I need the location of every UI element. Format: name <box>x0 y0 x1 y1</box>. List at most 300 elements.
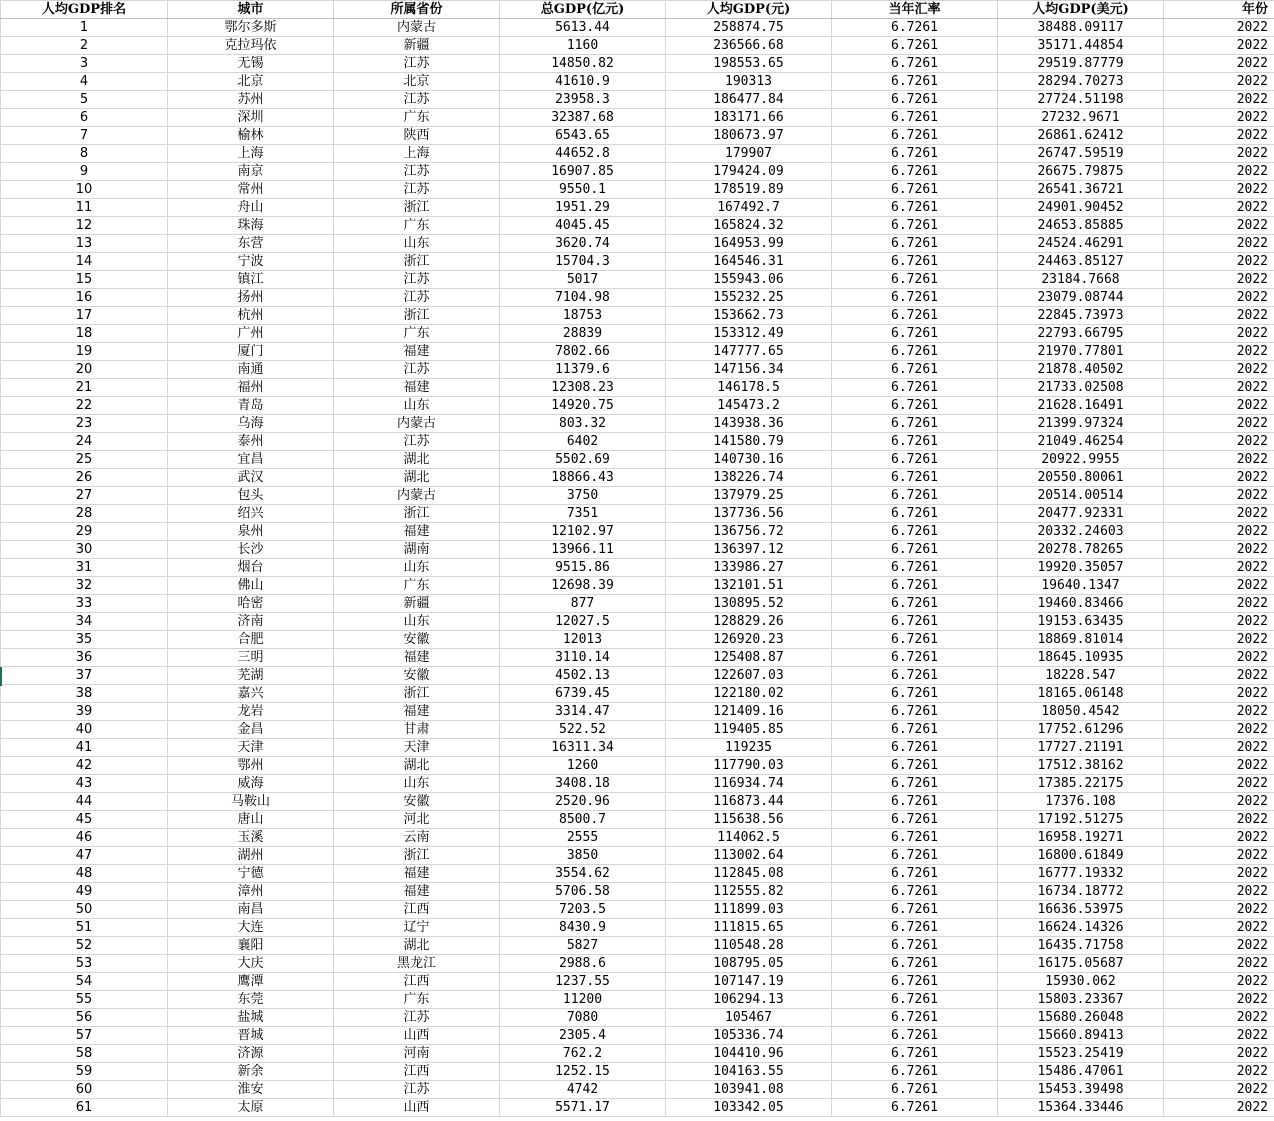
cell-city[interactable]: 舟山 <box>168 199 334 217</box>
cell-gdp-per-capita-usd[interactable]: 16734.18772 <box>998 883 1164 901</box>
cell-total-gdp[interactable]: 11200 <box>500 991 666 1009</box>
cell-total-gdp[interactable]: 3314.47 <box>500 703 666 721</box>
cell-province[interactable]: 浙江 <box>334 685 500 703</box>
cell-exchange-rate[interactable]: 6.7261 <box>832 577 998 595</box>
cell-province[interactable]: 浙江 <box>334 505 500 523</box>
cell-total-gdp[interactable]: 2305.4 <box>500 1027 666 1045</box>
cell-city[interactable]: 马鞍山 <box>168 793 334 811</box>
cell-city[interactable]: 大庆 <box>168 955 334 973</box>
cell-province[interactable]: 江西 <box>334 901 500 919</box>
cell-gdp-per-capita-usd[interactable]: 15523.25419 <box>998 1045 1164 1063</box>
cell-city[interactable]: 深圳 <box>168 109 334 127</box>
cell-total-gdp[interactable]: 7351 <box>500 505 666 523</box>
cell-gdp-per-capita-cny[interactable]: 121409.16 <box>666 703 832 721</box>
cell-gdp-per-capita-cny[interactable]: 112845.08 <box>666 865 832 883</box>
cell-gdp-per-capita-cny[interactable]: 179424.09 <box>666 163 832 181</box>
cell-province[interactable]: 广东 <box>334 577 500 595</box>
cell-exchange-rate[interactable]: 6.7261 <box>832 37 998 55</box>
cell-total-gdp[interactable]: 877 <box>500 595 666 613</box>
cell-exchange-rate[interactable]: 6.7261 <box>832 703 998 721</box>
cell-gdp-per-capita-cny[interactable]: 179907 <box>666 145 832 163</box>
cell-year[interactable]: 2022 <box>1164 307 1274 325</box>
cell-gdp-per-capita-usd[interactable]: 26861.62412 <box>998 127 1164 145</box>
cell-exchange-rate[interactable]: 6.7261 <box>832 757 998 775</box>
cell-total-gdp[interactable]: 28839 <box>500 325 666 343</box>
cell-total-gdp[interactable]: 44652.8 <box>500 145 666 163</box>
column-header-province[interactable]: 所属省份 <box>334 1 500 19</box>
cell-year[interactable]: 2022 <box>1164 379 1274 397</box>
cell-province[interactable]: 安徽 <box>334 793 500 811</box>
cell-gdp-per-capita-cny[interactable]: 236566.68 <box>666 37 832 55</box>
cell-gdp-per-capita-cny[interactable]: 116873.44 <box>666 793 832 811</box>
cell-rank[interactable]: 45 <box>1 811 168 829</box>
cell-year[interactable]: 2022 <box>1164 199 1274 217</box>
cell-year[interactable]: 2022 <box>1164 595 1274 613</box>
cell-province[interactable]: 江西 <box>334 1063 500 1081</box>
cell-exchange-rate[interactable]: 6.7261 <box>832 1099 998 1117</box>
cell-exchange-rate[interactable]: 6.7261 <box>832 847 998 865</box>
cell-city[interactable]: 上海 <box>168 145 334 163</box>
cell-gdp-per-capita-usd[interactable]: 24463.85127 <box>998 253 1164 271</box>
cell-gdp-per-capita-cny[interactable]: 112555.82 <box>666 883 832 901</box>
cell-exchange-rate[interactable]: 6.7261 <box>832 181 998 199</box>
cell-city[interactable]: 乌海 <box>168 415 334 433</box>
cell-year[interactable]: 2022 <box>1164 235 1274 253</box>
cell-gdp-per-capita-cny[interactable]: 140730.16 <box>666 451 832 469</box>
cell-city[interactable]: 大连 <box>168 919 334 937</box>
cell-province[interactable]: 陕西 <box>334 127 500 145</box>
cell-year[interactable]: 2022 <box>1164 559 1274 577</box>
cell-gdp-per-capita-cny[interactable]: 183171.66 <box>666 109 832 127</box>
cell-province[interactable]: 江苏 <box>334 181 500 199</box>
cell-province[interactable]: 浙江 <box>334 307 500 325</box>
cell-rank[interactable]: 24 <box>1 433 168 451</box>
cell-city[interactable]: 淮安 <box>168 1081 334 1099</box>
cell-province[interactable]: 江苏 <box>334 55 500 73</box>
cell-total-gdp[interactable]: 522.52 <box>500 721 666 739</box>
cell-total-gdp[interactable]: 5613.44 <box>500 19 666 37</box>
cell-city[interactable]: 东莞 <box>168 991 334 1009</box>
cell-exchange-rate[interactable]: 6.7261 <box>832 19 998 37</box>
cell-total-gdp[interactable]: 1252.15 <box>500 1063 666 1081</box>
cell-city[interactable]: 佛山 <box>168 577 334 595</box>
cell-city[interactable]: 常州 <box>168 181 334 199</box>
cell-province[interactable]: 内蒙古 <box>334 415 500 433</box>
cell-exchange-rate[interactable]: 6.7261 <box>832 217 998 235</box>
cell-year[interactable]: 2022 <box>1164 775 1274 793</box>
cell-exchange-rate[interactable]: 6.7261 <box>832 739 998 757</box>
cell-gdp-per-capita-cny[interactable]: 103342.05 <box>666 1099 832 1117</box>
cell-gdp-per-capita-cny[interactable]: 167492.7 <box>666 199 832 217</box>
column-header-total-gdp[interactable]: 总GDP(亿元) <box>500 1 666 19</box>
cell-year[interactable]: 2022 <box>1164 811 1274 829</box>
cell-city[interactable]: 长沙 <box>168 541 334 559</box>
cell-province[interactable]: 福建 <box>334 343 500 361</box>
cell-exchange-rate[interactable]: 6.7261 <box>832 793 998 811</box>
cell-rank[interactable]: 40 <box>1 721 168 739</box>
cell-year[interactable]: 2022 <box>1164 829 1274 847</box>
cell-city[interactable]: 合肥 <box>168 631 334 649</box>
cell-city[interactable]: 镇江 <box>168 271 334 289</box>
cell-rank[interactable]: 11 <box>1 199 168 217</box>
cell-city[interactable]: 济南 <box>168 613 334 631</box>
cell-total-gdp[interactable]: 8430.9 <box>500 919 666 937</box>
cell-province[interactable]: 上海 <box>334 145 500 163</box>
cell-gdp-per-capita-usd[interactable]: 16175.05687 <box>998 955 1164 973</box>
cell-province[interactable]: 云南 <box>334 829 500 847</box>
cell-year[interactable]: 2022 <box>1164 649 1274 667</box>
cell-rank[interactable]: 61 <box>1 1099 168 1117</box>
cell-gdp-per-capita-usd[interactable]: 16624.14326 <box>998 919 1164 937</box>
cell-gdp-per-capita-usd[interactable]: 23184.7668 <box>998 271 1164 289</box>
cell-exchange-rate[interactable]: 6.7261 <box>832 1027 998 1045</box>
cell-total-gdp[interactable]: 2555 <box>500 829 666 847</box>
cell-year[interactable]: 2022 <box>1164 991 1274 1009</box>
cell-exchange-rate[interactable]: 6.7261 <box>832 451 998 469</box>
cell-rank[interactable]: 13 <box>1 235 168 253</box>
cell-province[interactable]: 山东 <box>334 775 500 793</box>
cell-year[interactable]: 2022 <box>1164 73 1274 91</box>
cell-province[interactable]: 安徽 <box>334 631 500 649</box>
cell-rank[interactable]: 33 <box>1 595 168 613</box>
cell-exchange-rate[interactable]: 6.7261 <box>832 307 998 325</box>
cell-gdp-per-capita-cny[interactable]: 122180.02 <box>666 685 832 703</box>
cell-total-gdp[interactable]: 2520.96 <box>500 793 666 811</box>
cell-rank[interactable]: 55 <box>1 991 168 1009</box>
cell-gdp-per-capita-usd[interactable]: 35171.44854 <box>998 37 1164 55</box>
cell-province[interactable]: 福建 <box>334 523 500 541</box>
cell-gdp-per-capita-cny[interactable]: 145473.2 <box>666 397 832 415</box>
cell-rank[interactable]: 39 <box>1 703 168 721</box>
cell-city[interactable]: 湖州 <box>168 847 334 865</box>
cell-gdp-per-capita-usd[interactable]: 20550.80061 <box>998 469 1164 487</box>
cell-total-gdp[interactable]: 32387.68 <box>500 109 666 127</box>
cell-gdp-per-capita-usd[interactable]: 20278.78265 <box>998 541 1164 559</box>
cell-year[interactable]: 2022 <box>1164 721 1274 739</box>
cell-total-gdp[interactable]: 13966.11 <box>500 541 666 559</box>
cell-rank[interactable]: 22 <box>1 397 168 415</box>
cell-year[interactable]: 2022 <box>1164 1081 1274 1099</box>
cell-rank[interactable]: 9 <box>1 163 168 181</box>
cell-city[interactable]: 宁波 <box>168 253 334 271</box>
cell-year[interactable]: 2022 <box>1164 667 1274 685</box>
cell-exchange-rate[interactable]: 6.7261 <box>832 235 998 253</box>
cell-city[interactable]: 泉州 <box>168 523 334 541</box>
cell-province[interactable]: 湖北 <box>334 451 500 469</box>
cell-total-gdp[interactable]: 12013 <box>500 631 666 649</box>
cell-gdp-per-capita-usd[interactable]: 20477.92331 <box>998 505 1164 523</box>
cell-total-gdp[interactable]: 1260 <box>500 757 666 775</box>
cell-rank[interactable]: 43 <box>1 775 168 793</box>
cell-province[interactable]: 河南 <box>334 1045 500 1063</box>
cell-gdp-per-capita-cny[interactable]: 108795.05 <box>666 955 832 973</box>
cell-gdp-per-capita-cny[interactable]: 180673.97 <box>666 127 832 145</box>
cell-gdp-per-capita-usd[interactable]: 20514.00514 <box>998 487 1164 505</box>
cell-total-gdp[interactable]: 4045.45 <box>500 217 666 235</box>
cell-exchange-rate[interactable]: 6.7261 <box>832 109 998 127</box>
cell-total-gdp[interactable]: 4742 <box>500 1081 666 1099</box>
cell-year[interactable]: 2022 <box>1164 109 1274 127</box>
cell-exchange-rate[interactable]: 6.7261 <box>832 613 998 631</box>
cell-total-gdp[interactable]: 6739.45 <box>500 685 666 703</box>
cell-exchange-rate[interactable]: 6.7261 <box>832 991 998 1009</box>
cell-exchange-rate[interactable]: 6.7261 <box>832 1009 998 1027</box>
cell-gdp-per-capita-cny[interactable]: 153312.49 <box>666 325 832 343</box>
cell-year[interactable]: 2022 <box>1164 955 1274 973</box>
cell-exchange-rate[interactable]: 6.7261 <box>832 361 998 379</box>
cell-province[interactable]: 福建 <box>334 379 500 397</box>
cell-year[interactable]: 2022 <box>1164 1027 1274 1045</box>
cell-year[interactable]: 2022 <box>1164 451 1274 469</box>
cell-gdp-per-capita-cny[interactable]: 111899.03 <box>666 901 832 919</box>
cell-gdp-per-capita-usd[interactable]: 16777.19332 <box>998 865 1164 883</box>
cell-total-gdp[interactable]: 1237.55 <box>500 973 666 991</box>
cell-province[interactable]: 福建 <box>334 703 500 721</box>
cell-exchange-rate[interactable]: 6.7261 <box>832 505 998 523</box>
cell-year[interactable]: 2022 <box>1164 613 1274 631</box>
cell-rank[interactable]: 49 <box>1 883 168 901</box>
cell-exchange-rate[interactable]: 6.7261 <box>832 721 998 739</box>
cell-province[interactable]: 福建 <box>334 883 500 901</box>
cell-total-gdp[interactable]: 803.32 <box>500 415 666 433</box>
cell-exchange-rate[interactable]: 6.7261 <box>832 937 998 955</box>
cell-rank[interactable]: 41 <box>1 739 168 757</box>
cell-rank[interactable]: 34 <box>1 613 168 631</box>
cell-total-gdp[interactable]: 4502.13 <box>500 667 666 685</box>
cell-province[interactable]: 江西 <box>334 973 500 991</box>
cell-total-gdp[interactable]: 9550.1 <box>500 181 666 199</box>
cell-exchange-rate[interactable]: 6.7261 <box>832 1045 998 1063</box>
cell-gdp-per-capita-usd[interactable]: 18228.547 <box>998 667 1164 685</box>
cell-year[interactable]: 2022 <box>1164 577 1274 595</box>
cell-exchange-rate[interactable]: 6.7261 <box>832 973 998 991</box>
cell-province[interactable]: 辽宁 <box>334 919 500 937</box>
cell-exchange-rate[interactable]: 6.7261 <box>832 91 998 109</box>
cell-total-gdp[interactable]: 7080 <box>500 1009 666 1027</box>
cell-province[interactable]: 广东 <box>334 991 500 1009</box>
cell-city[interactable]: 苏州 <box>168 91 334 109</box>
cell-gdp-per-capita-usd[interactable]: 15453.39498 <box>998 1081 1164 1099</box>
cell-total-gdp[interactable]: 5502.69 <box>500 451 666 469</box>
cell-gdp-per-capita-usd[interactable]: 26541.36721 <box>998 181 1164 199</box>
cell-rank[interactable]: 14 <box>1 253 168 271</box>
cell-city[interactable]: 包头 <box>168 487 334 505</box>
cell-exchange-rate[interactable]: 6.7261 <box>832 127 998 145</box>
cell-total-gdp[interactable]: 7104.98 <box>500 289 666 307</box>
cell-exchange-rate[interactable]: 6.7261 <box>832 379 998 397</box>
cell-total-gdp[interactable]: 16907.85 <box>500 163 666 181</box>
cell-city[interactable]: 哈密 <box>168 595 334 613</box>
cell-exchange-rate[interactable]: 6.7261 <box>832 955 998 973</box>
cell-gdp-per-capita-usd[interactable]: 24901.90452 <box>998 199 1164 217</box>
cell-province[interactable]: 新疆 <box>334 37 500 55</box>
cell-gdp-per-capita-usd[interactable]: 21970.77801 <box>998 343 1164 361</box>
cell-city[interactable]: 芜湖 <box>168 667 334 685</box>
cell-year[interactable]: 2022 <box>1164 793 1274 811</box>
cell-exchange-rate[interactable]: 6.7261 <box>832 469 998 487</box>
cell-gdp-per-capita-cny[interactable]: 126920.23 <box>666 631 832 649</box>
cell-rank[interactable]: 17 <box>1 307 168 325</box>
cell-year[interactable]: 2022 <box>1164 703 1274 721</box>
cell-gdp-per-capita-usd[interactable]: 23079.08744 <box>998 289 1164 307</box>
cell-total-gdp[interactable]: 6402 <box>500 433 666 451</box>
cell-total-gdp[interactable]: 762.2 <box>500 1045 666 1063</box>
cell-gdp-per-capita-usd[interactable]: 22845.73973 <box>998 307 1164 325</box>
cell-city[interactable]: 天津 <box>168 739 334 757</box>
cell-city[interactable]: 宁德 <box>168 865 334 883</box>
cell-gdp-per-capita-cny[interactable]: 141580.79 <box>666 433 832 451</box>
cell-rank[interactable]: 52 <box>1 937 168 955</box>
cell-year[interactable]: 2022 <box>1164 1009 1274 1027</box>
cell-gdp-per-capita-cny[interactable]: 164546.31 <box>666 253 832 271</box>
cell-gdp-per-capita-cny[interactable]: 164953.99 <box>666 235 832 253</box>
cell-gdp-per-capita-cny[interactable]: 155943.06 <box>666 271 832 289</box>
cell-gdp-per-capita-usd[interactable]: 19153.63435 <box>998 613 1164 631</box>
cell-gdp-per-capita-cny[interactable]: 137736.56 <box>666 505 832 523</box>
cell-gdp-per-capita-usd[interactable]: 15803.23367 <box>998 991 1164 1009</box>
cell-province[interactable]: 江苏 <box>334 91 500 109</box>
cell-exchange-rate[interactable]: 6.7261 <box>832 811 998 829</box>
cell-rank[interactable]: 60 <box>1 1081 168 1099</box>
cell-gdp-per-capita-cny[interactable]: 137979.25 <box>666 487 832 505</box>
cell-rank[interactable]: 8 <box>1 145 168 163</box>
cell-rank[interactable]: 23 <box>1 415 168 433</box>
cell-city[interactable]: 盐城 <box>168 1009 334 1027</box>
cell-total-gdp[interactable]: 6543.65 <box>500 127 666 145</box>
cell-province[interactable]: 山西 <box>334 1027 500 1045</box>
cell-exchange-rate[interactable]: 6.7261 <box>832 73 998 91</box>
cell-gdp-per-capita-usd[interactable]: 18645.10935 <box>998 649 1164 667</box>
cell-year[interactable]: 2022 <box>1164 505 1274 523</box>
cell-gdp-per-capita-cny[interactable]: 107147.19 <box>666 973 832 991</box>
cell-rank[interactable]: 20 <box>1 361 168 379</box>
cell-gdp-per-capita-cny[interactable]: 147156.34 <box>666 361 832 379</box>
cell-city[interactable]: 杭州 <box>168 307 334 325</box>
cell-province[interactable]: 湖北 <box>334 469 500 487</box>
cell-province[interactable]: 新疆 <box>334 595 500 613</box>
cell-year[interactable]: 2022 <box>1164 181 1274 199</box>
cell-year[interactable]: 2022 <box>1164 361 1274 379</box>
cell-gdp-per-capita-usd[interactable]: 16435.71758 <box>998 937 1164 955</box>
cell-rank[interactable]: 38 <box>1 685 168 703</box>
cell-province[interactable]: 湖北 <box>334 937 500 955</box>
cell-province[interactable]: 广东 <box>334 325 500 343</box>
cell-exchange-rate[interactable]: 6.7261 <box>832 685 998 703</box>
cell-gdp-per-capita-cny[interactable]: 125408.87 <box>666 649 832 667</box>
cell-total-gdp[interactable]: 5571.17 <box>500 1099 666 1117</box>
cell-gdp-per-capita-cny[interactable]: 147777.65 <box>666 343 832 361</box>
cell-year[interactable]: 2022 <box>1164 325 1274 343</box>
cell-city[interactable]: 武汉 <box>168 469 334 487</box>
cell-gdp-per-capita-usd[interactable]: 21878.40502 <box>998 361 1164 379</box>
cell-total-gdp[interactable]: 23958.3 <box>500 91 666 109</box>
cell-city[interactable]: 榆林 <box>168 127 334 145</box>
cell-rank[interactable]: 51 <box>1 919 168 937</box>
cell-gdp-per-capita-cny[interactable]: 190313 <box>666 73 832 91</box>
cell-gdp-per-capita-usd[interactable]: 18050.4542 <box>998 703 1164 721</box>
cell-city[interactable]: 晋城 <box>168 1027 334 1045</box>
cell-gdp-per-capita-cny[interactable]: 106294.13 <box>666 991 832 1009</box>
cell-rank[interactable]: 4 <box>1 73 168 91</box>
cell-gdp-per-capita-usd[interactable]: 22793.66795 <box>998 325 1164 343</box>
cell-rank[interactable]: 36 <box>1 649 168 667</box>
cell-gdp-per-capita-usd[interactable]: 16958.19271 <box>998 829 1164 847</box>
cell-gdp-per-capita-cny[interactable]: 258874.75 <box>666 19 832 37</box>
cell-gdp-per-capita-usd[interactable]: 19920.35057 <box>998 559 1164 577</box>
cell-total-gdp[interactable]: 41610.9 <box>500 73 666 91</box>
cell-exchange-rate[interactable]: 6.7261 <box>832 397 998 415</box>
cell-year[interactable]: 2022 <box>1164 163 1274 181</box>
cell-gdp-per-capita-usd[interactable]: 15930.062 <box>998 973 1164 991</box>
cell-gdp-per-capita-usd[interactable]: 21733.02508 <box>998 379 1164 397</box>
cell-city[interactable]: 绍兴 <box>168 505 334 523</box>
cell-city[interactable]: 南昌 <box>168 901 334 919</box>
cell-province[interactable]: 福建 <box>334 649 500 667</box>
cell-year[interactable]: 2022 <box>1164 901 1274 919</box>
cell-gdp-per-capita-cny[interactable]: 128829.26 <box>666 613 832 631</box>
cell-total-gdp[interactable]: 14920.75 <box>500 397 666 415</box>
cell-province[interactable]: 江苏 <box>334 433 500 451</box>
cell-year[interactable]: 2022 <box>1164 1045 1274 1063</box>
cell-city[interactable]: 克拉玛依 <box>168 37 334 55</box>
cell-year[interactable]: 2022 <box>1164 415 1274 433</box>
cell-city[interactable]: 广州 <box>168 325 334 343</box>
cell-city[interactable]: 泰州 <box>168 433 334 451</box>
cell-total-gdp[interactable]: 9515.86 <box>500 559 666 577</box>
cell-gdp-per-capita-cny[interactable]: 178519.89 <box>666 181 832 199</box>
cell-gdp-per-capita-usd[interactable]: 28294.70273 <box>998 73 1164 91</box>
cell-rank[interactable]: 47 <box>1 847 168 865</box>
cell-rank[interactable]: 16 <box>1 289 168 307</box>
cell-year[interactable]: 2022 <box>1164 757 1274 775</box>
cell-gdp-per-capita-cny[interactable]: 136756.72 <box>666 523 832 541</box>
cell-exchange-rate[interactable]: 6.7261 <box>832 1063 998 1081</box>
cell-gdp-per-capita-usd[interactable]: 24524.46291 <box>998 235 1164 253</box>
cell-province[interactable]: 北京 <box>334 73 500 91</box>
cell-rank[interactable]: 44 <box>1 793 168 811</box>
cell-exchange-rate[interactable]: 6.7261 <box>832 865 998 883</box>
cell-gdp-per-capita-cny[interactable]: 116934.74 <box>666 775 832 793</box>
cell-province[interactable]: 广东 <box>334 217 500 235</box>
cell-province[interactable]: 江苏 <box>334 1009 500 1027</box>
cell-province[interactable]: 江苏 <box>334 361 500 379</box>
cell-gdp-per-capita-cny[interactable]: 136397.12 <box>666 541 832 559</box>
cell-year[interactable]: 2022 <box>1164 631 1274 649</box>
cell-total-gdp[interactable]: 3554.62 <box>500 865 666 883</box>
cell-year[interactable]: 2022 <box>1164 973 1274 991</box>
cell-exchange-rate[interactable]: 6.7261 <box>832 163 998 181</box>
column-header-gdp-per-capita-usd[interactable]: 人均GDP(美元) <box>998 1 1164 19</box>
cell-city[interactable]: 鄂州 <box>168 757 334 775</box>
cell-year[interactable]: 2022 <box>1164 127 1274 145</box>
cell-total-gdp[interactable]: 3408.18 <box>500 775 666 793</box>
cell-rank[interactable]: 1 <box>1 19 168 37</box>
cell-gdp-per-capita-usd[interactable]: 17376.108 <box>998 793 1164 811</box>
cell-exchange-rate[interactable]: 6.7261 <box>832 901 998 919</box>
cell-total-gdp[interactable]: 7203.5 <box>500 901 666 919</box>
cell-rank[interactable]: 29 <box>1 523 168 541</box>
cell-gdp-per-capita-cny[interactable]: 115638.56 <box>666 811 832 829</box>
cell-city[interactable]: 东营 <box>168 235 334 253</box>
cell-city[interactable]: 厦门 <box>168 343 334 361</box>
cell-province[interactable]: 浙江 <box>334 847 500 865</box>
cell-year[interactable]: 2022 <box>1164 55 1274 73</box>
cell-rank[interactable]: 28 <box>1 505 168 523</box>
cell-gdp-per-capita-cny[interactable]: 198553.65 <box>666 55 832 73</box>
cell-province[interactable]: 广东 <box>334 109 500 127</box>
cell-gdp-per-capita-cny[interactable]: 111815.65 <box>666 919 832 937</box>
cell-city[interactable]: 三明 <box>168 649 334 667</box>
